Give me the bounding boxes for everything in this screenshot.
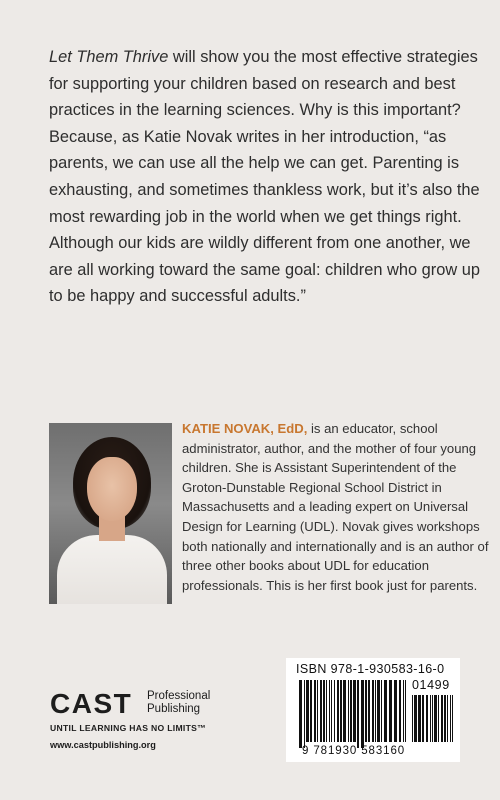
division-line-2: Publishing xyxy=(147,703,201,715)
barcode-bar xyxy=(320,680,322,742)
isbn-barcode xyxy=(286,658,460,762)
barcode-bar xyxy=(403,680,404,742)
barcode-bar xyxy=(384,680,387,742)
barcode-bar xyxy=(377,680,380,742)
blurb-text: will show you the most effective strategies for supporting your children based on research and best practices in the learning sciences. Why is this important? Because, as Katie Novak writes in her introduction, “as parents, we can use all the help we can get. Parenting is exhausting, and sometimes thankless work, but it’s also the most rewarding job in the world when we get things right. Although our kids are wildly different from one another, we are all working toward the same goal: children who grow up to be happy and successful adults.” xyxy=(49,48,480,306)
barcode-bar xyxy=(326,680,327,742)
barcode-bar xyxy=(368,680,370,742)
barcode-bar xyxy=(434,695,437,742)
barcode-bar xyxy=(441,695,443,742)
barcode-bar xyxy=(375,680,376,742)
barcode-bar xyxy=(340,680,342,742)
ean-digits: 9 781930 583160 xyxy=(302,745,406,757)
barcode-bar xyxy=(353,680,356,742)
author-bio-text: is an educator, school administrator, author, and the mother of four young children. She is Assistant Superintendent of the Groton-Dunstable Regional School District in Massachusetts and a leading expert on Universal Design for Learning (UDL). Novak gives workshops both nationally and internationally and is an author of three other books about UDL for education professionals. This is her first book just for parents. xyxy=(182,421,489,593)
barcode-bar xyxy=(418,695,421,742)
barcode-bar xyxy=(399,680,401,742)
cast-wordmark: CAST xyxy=(50,688,133,719)
barcode-bar xyxy=(381,680,382,742)
author-bio xyxy=(182,419,494,595)
barcode-bar xyxy=(304,680,305,748)
barcode-bar xyxy=(350,680,352,742)
barcode-bar xyxy=(372,680,374,742)
barcode-bar xyxy=(438,695,439,742)
barcode-bar xyxy=(361,680,364,748)
publisher-url: www.castpublishing.org xyxy=(50,740,156,750)
division-line-1: Professional xyxy=(147,690,211,702)
publisher-tagline: UNTIL LEARNING HAS NO LIMITS™ xyxy=(50,723,207,733)
barcode-bar xyxy=(422,695,424,742)
barcode-bar xyxy=(323,680,325,742)
barcode-bar xyxy=(334,680,335,742)
barcode-bar xyxy=(348,680,349,742)
barcode-bar xyxy=(389,680,392,742)
barcode-bar xyxy=(444,695,446,742)
barcode-bar xyxy=(412,695,413,742)
barcode-bar xyxy=(405,680,406,742)
barcode-bar xyxy=(450,695,451,742)
barcode-bar xyxy=(394,680,397,742)
barcode-bar xyxy=(306,680,309,742)
barcode-bar xyxy=(430,695,431,742)
barcode-bar xyxy=(337,680,339,742)
barcode-bar xyxy=(357,680,359,748)
barcode-bar xyxy=(299,680,302,748)
barcode-bar xyxy=(426,695,428,742)
barcode-bar xyxy=(310,680,312,742)
isbn-label: ISBN 978-1-930583-16-0 xyxy=(296,662,445,676)
barcode-bar xyxy=(432,695,433,742)
barcode-bar xyxy=(329,680,330,742)
author-photo-top xyxy=(57,535,167,604)
barcode-bar xyxy=(317,680,318,742)
barcode-bar xyxy=(331,680,332,742)
price-code: 01499 xyxy=(412,678,450,692)
author-name: KATIE NOVAK, EdD, xyxy=(182,421,308,436)
publisher-division xyxy=(147,690,237,716)
barcode-bar xyxy=(314,680,316,742)
barcode-bar xyxy=(452,695,453,742)
author-photo xyxy=(49,423,172,604)
barcode-bar xyxy=(343,680,346,742)
author-photo-face xyxy=(87,457,137,521)
barcode-bar xyxy=(414,695,417,742)
book-title: Let Them Thrive xyxy=(49,48,169,66)
barcode-bar xyxy=(447,695,448,742)
back-cover-blurb xyxy=(49,44,489,310)
barcode-bar xyxy=(365,680,367,742)
